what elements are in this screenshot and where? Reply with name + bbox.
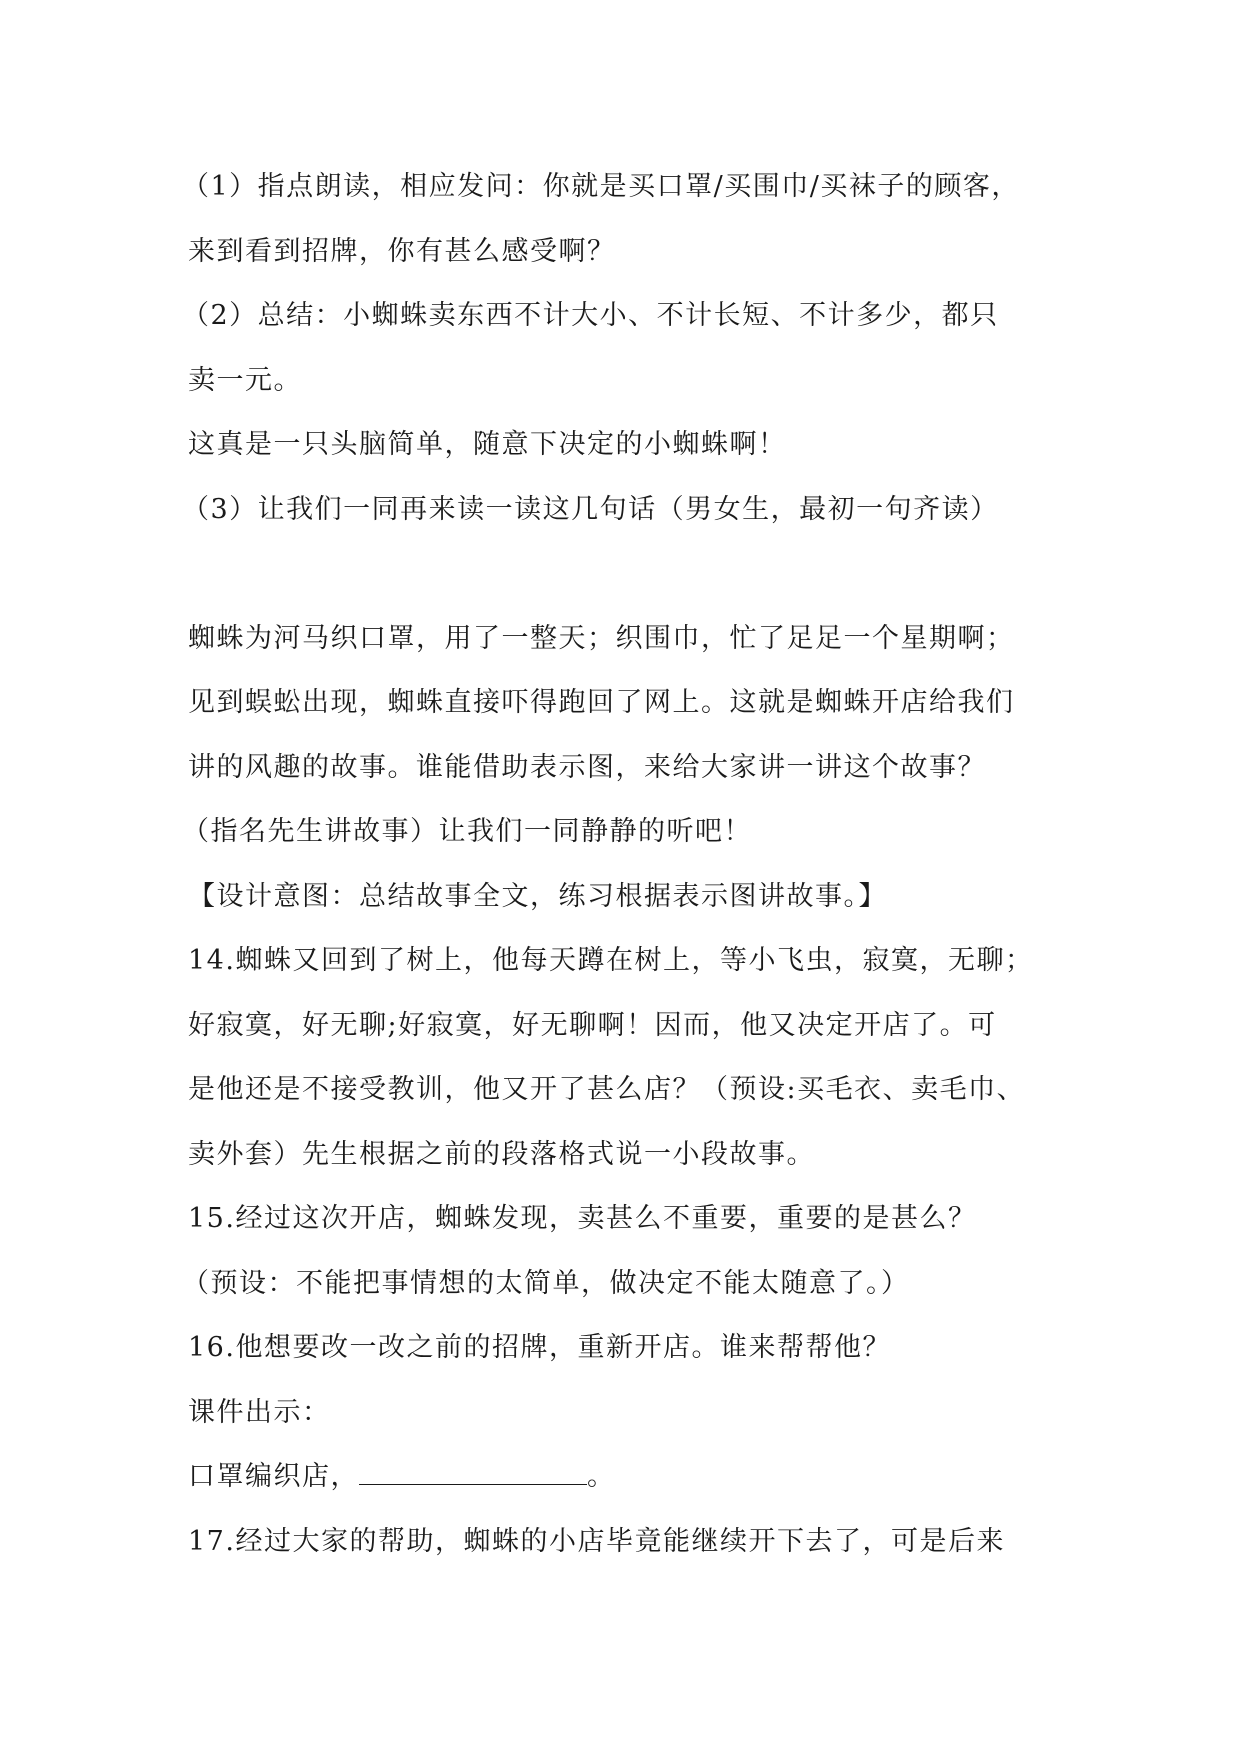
document-body [182, 155, 1068, 1574]
text-line: 卖外套）先生根据之前的段落格式说一小段故事。 [188, 1138, 815, 1170]
text-line: 是他还是不接受教训，他又开了甚么店？（预设:买毛衣、卖毛巾、 [188, 1074, 1026, 1105]
fill-in-blank [359, 1462, 587, 1485]
text-line: 【设计意图：总结故事全文，练习根据表示图讲故事。】 [188, 880, 887, 912]
text-line: 卖一元。 [188, 364, 302, 396]
text-line: 来到看到招牌，你有甚么感受啊？ [188, 235, 616, 267]
text-line: 这真是一只头脑简单，随意下决定的小蜘蛛啊！ [188, 429, 787, 460]
text-line: 好寂寞，好无聊;好寂寞，好无聊啊！因而，他又决定开店了。可 [188, 1009, 997, 1041]
text-line: 15.经过这次开店，蜘蛛发现，卖甚么不重要，重要的是甚么？ [188, 1203, 977, 1234]
text-line: 见到蜈蚣出现，蜘蛛直接吓得跑回了网上。这就是蜘蛛开店给我们 [188, 687, 1015, 718]
fill-in-suffix: 。 [587, 1461, 616, 1492]
text-line: （3）让我们一同再来读一读这几句话（男女生，最初一句齐读） [182, 493, 999, 525]
text-line: 17.经过大家的帮助，蜘蛛的小店毕竟能继续开下去了，可是后来 [188, 1525, 1005, 1557]
text-line: （指名先生讲故事）让我们一同静静的听吧！ [182, 816, 752, 847]
text-line: 讲的风趣的故事。谁能借助表示图，来给大家讲一讲这个故事？ [188, 751, 986, 783]
text-line: 14.蜘蛛又回到了树上，他每天蹲在树上，等小飞虫，寂寞，无聊； [188, 945, 1034, 976]
text-line: 蜘蛛为河马织口罩，用了一整天；织围巾，忙了足足一个星期啊； [188, 622, 1015, 654]
fill-in-prefix: 口罩编织店， [188, 1461, 359, 1492]
fill-in-line [188, 1445, 1068, 1510]
text-line: （1）指点朗读，相应发问：你就是买口罩/买围巾/买袜子的顾客， [182, 171, 1020, 202]
text-line: （2）总结：小蜘蛛卖东西不计大小、不计长短、不计多少，都只 [182, 300, 999, 331]
blank-line [188, 542, 1068, 607]
text-line: 课件出示： [188, 1396, 331, 1428]
text-line: （预设：不能把事情想的太简单，做决定不能太随意了。） [182, 1267, 910, 1299]
text-line: 16.他想要改一改之前的招牌，重新开店。谁来帮帮他？ [188, 1332, 891, 1363]
